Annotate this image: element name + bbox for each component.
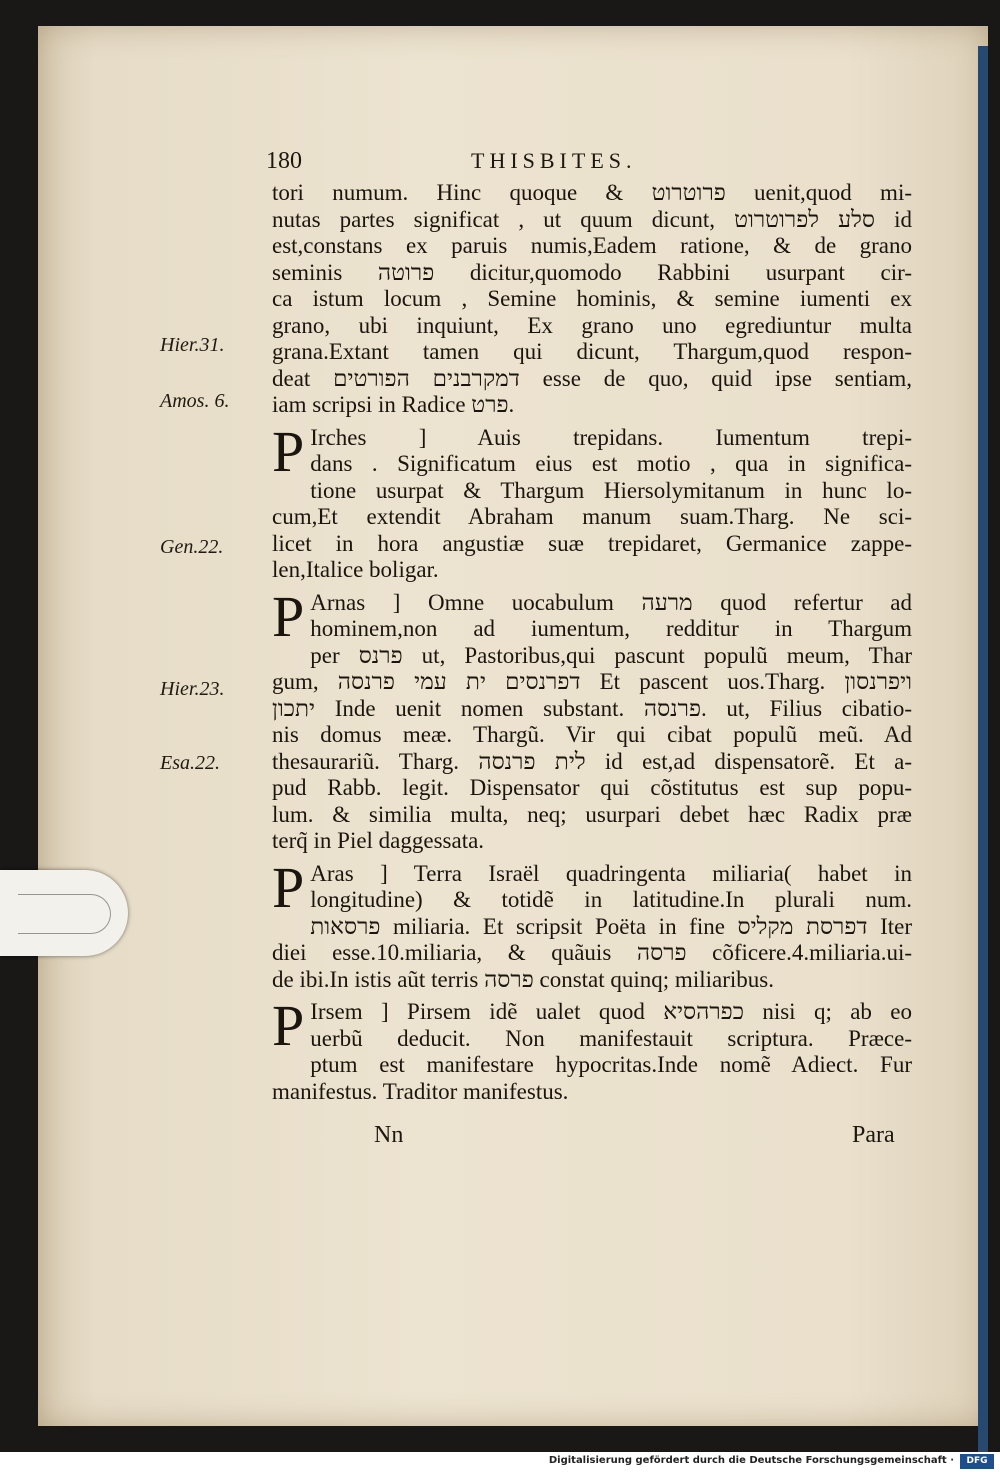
page-body [272, 180, 912, 1105]
text-line: grano, ubi inquiunt, Ex grano uno egrediuntur multa [272, 312, 912, 338]
margin-note: Esa.22. [160, 752, 220, 774]
text-line: deat דמקרבנים הפורטים esse de quo, quid ipse sentiam, [272, 365, 912, 391]
text-line: Irches ] Auis trepidans. Iumentum trepi- [310, 424, 912, 450]
text-line: ptum est manifestare hypocritas.Inde nomẽ Adiect. Fur [310, 1052, 912, 1077]
margin-note: Hier.31. [160, 334, 225, 356]
text-line: manifestus. Traditor manifestus. [272, 1078, 569, 1104]
dfg-logo-icon[interactable]: DFG [960, 1454, 994, 1469]
text-line: Aras ] Terra Israël quadringenta miliaria( habet in [310, 860, 912, 886]
text-line: Arnas ] Omne uocabulum מרעה quod refertur ad [310, 589, 912, 615]
text-line: iam scripsi in Radice פרט. [272, 392, 515, 417]
running-title: THISBITES. [471, 148, 637, 173]
text-line: Irsem ] Pirsem idẽ ualet quod כפרהסיא nisi q; ab eo [310, 999, 912, 1024]
entry-pirsem [272, 993, 912, 1105]
signature-mark: Nn [374, 1122, 404, 1148]
text-line: tori numum. Hinc quoque & פרוטרוט uenit,quod mi- [272, 180, 912, 205]
text-line: per פרנס ut, Pastoribus,qui pascunt populũ meum, Thar [310, 642, 912, 668]
text-line: grana.Extant tamen qui dicunt, Thargum,quod respon- [272, 339, 912, 364]
binding-edge [978, 46, 988, 1452]
page-number: 180 [266, 148, 302, 174]
drop-capital: P [272, 854, 305, 920]
text-line: thesaurariũ. Tharg. לית פרנסה id est,ad dispensatorẽ. Et a- [272, 748, 912, 774]
text-line: pud Rabb. legit. Dispensator qui cõstitutus est sup popu- [272, 775, 912, 800]
drop-capital: P [272, 583, 305, 649]
text-line: tione usurpat & Thargum Hiersolymitanum in hunc lo- [310, 477, 912, 503]
drop-capital: P [272, 418, 305, 484]
margin-note: Amos. 6. [160, 390, 230, 412]
text-line: dans . Significatum eius est motio , qua in significa- [310, 451, 912, 476]
entry-paras [272, 854, 912, 994]
text-line: cum,Et extendit Abraham manum suam.Tharg. Ne sci- [272, 504, 912, 529]
margin-note: Gen.22. [160, 536, 224, 558]
text-line: de ibi.In istis aũt terris פרסה constat quinq; miliaribus. [272, 966, 774, 992]
text-line: licet in hora angustiæ suæ trepidaret, Germanice zappe- [272, 530, 912, 556]
text-line: nutas partes significat , ut quum dicunt, סלע לפרוטרוט id [272, 206, 912, 232]
text-line: uerbũ deducit. Non manifestauit scriptura. Præce- [310, 1025, 912, 1051]
page-clip [0, 870, 128, 956]
intro-paragraph [272, 180, 912, 419]
text-line: diei esse.10.miliaria, & quãuis פרסה cõficere.4.miliaria.ui- [272, 940, 912, 965]
text-line: terq̃ in Piel daggessata. [272, 828, 485, 853]
text-line: hominem,non ad iumentum, redditur in Thargum [310, 616, 912, 641]
text-line: longitudine) & totidẽ in latitudine.In plurali num. [310, 887, 912, 912]
text-line: seminis פרוטה dicitur,quomodo Rabbini usurpant cir- [272, 259, 912, 285]
text-line: len,Italice boligar. [272, 557, 439, 582]
funding-credit: Digitalisierung gefördert durch die Deutsche Forschungsgemeinschaft · [548, 1455, 954, 1466]
catchword: Para [852, 1122, 895, 1148]
drop-capital: P [272, 993, 305, 1058]
entry-parnas [272, 583, 912, 855]
text-line: est,constans ex paruis numis,Eadem ratione, & de grano [272, 233, 912, 258]
text-line: ca istum locum , Semine hominis, & semine iumenti ex [272, 286, 912, 311]
page-header [266, 148, 916, 182]
text-line: lum. & similia multa, neq; usurpari debet hæc Radix præ [272, 801, 912, 827]
margin-note: Hier.23. [160, 678, 225, 700]
text-line: gum, דפרנסים ית עמי פרנסה Et pascent uos.Tharg. ויפרנסון [272, 669, 912, 694]
text-line: nis domus meæ. Thargũ. Vir qui cibat populũ meũ. Ad [272, 722, 912, 747]
credit-bar [0, 1452, 1000, 1472]
text-line: פרסאות miliaria. Et scripsit Poëta in fine דפרסת מקליס Iter [310, 913, 912, 939]
entry-pirches [272, 418, 912, 584]
text-line: יתכון Inde uenit nomen substant. פרנסה. ut, Filius cibatio- [272, 695, 912, 721]
